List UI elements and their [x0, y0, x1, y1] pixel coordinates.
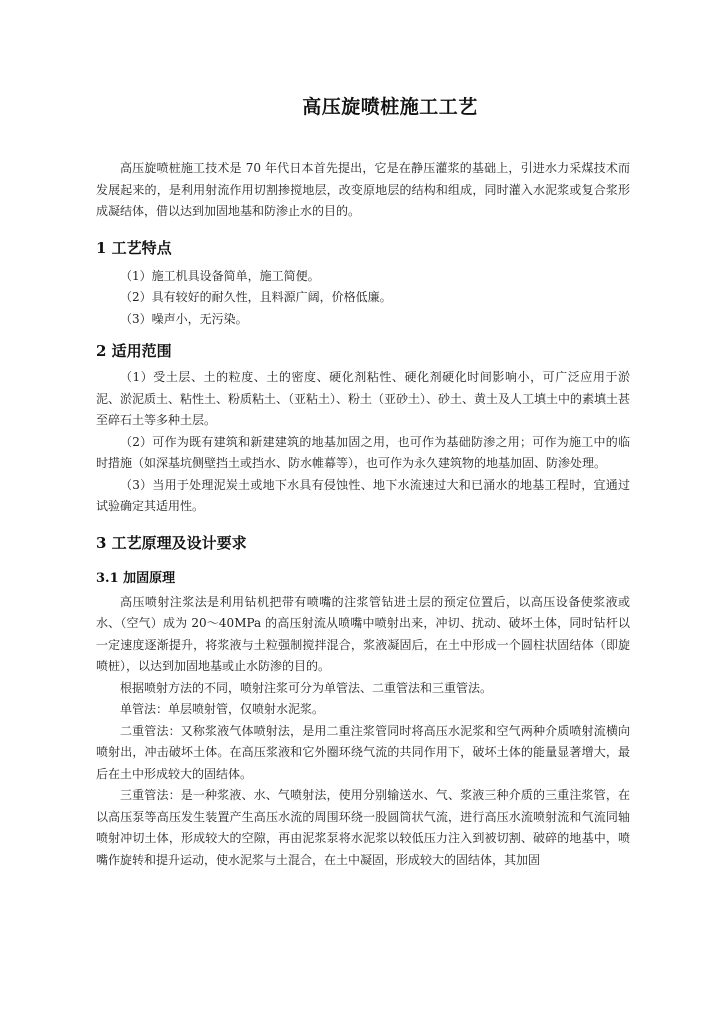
feature-item: （2）具有较好的耐久性，且料源广阔，价格低廉。: [120, 290, 392, 304]
scope-paragraph: （3）当用于处理泥炭土或地下水具有侵蚀性、地下水流速过大和已涌水的地基工程时，宜通过试验确定其适用性。: [96, 477, 630, 513]
section-3-heading: 3 工艺原理及设计要求: [96, 533, 247, 552]
principle-paragraph: 三重管法：是一种浆液、水、气喷射法，使用分别输送水、气、浆液三种介质的三重注浆管，在以高压泵等高压发生装置产生高压水流的周围环绕一股圆筒状气流，进行高压水流喷射流和气流同轴喷射冲切土体，形成较大的空隙，再由泥浆泵将水泥浆以较低压力注入到被切割、破碎的地基中，喷嘴作旋转和提升运动，使水泥浆与土混合，在土中凝固，形成较大的固结体，其加固: [96, 788, 630, 867]
section-2-heading: 2 适用范围: [96, 342, 172, 360]
principle-paragraph: 二重管法：又称浆液气体喷射法，是用二重注浆管同时将高压水泥浆和空气两种介质喷射流横向喷射出，冲击破坏土体。在高压浆液和它外圈环绕气流的共同作用下，破坏土体的能量显著增大，最后在土中形成较大的固结体。: [96, 723, 630, 781]
section-3-1-heading: 3.1 加固原理: [96, 570, 176, 586]
document-body: [96, 158, 630, 871]
scope-paragraph: （1）受土层、土的粒度、土的密度、硬化剂粘性、硬化剂硬化时间影响小，可广泛应用于淤泥、淤泥质土、粘性土、粉质粘土、（亚粘土）、粉土（亚砂土）、砂土、黄土及人工填土中的素填土甚至碎石土等多种土层。: [96, 370, 631, 427]
principle-paragraph: 单管法：单层喷射管，仅喷射水泥浆。: [120, 702, 325, 716]
intro-paragraph: 高压旋喷桩施工技术是 70 年代日本首先提出，它是在静压灌浆的基础上，引进水力采煤技术而发展起来的，是利用射流作用切割掺搅地层，改变原地层的结构和组成，同时灌入水泥浆或复合浆形成凝结体，借以达到加固地基和防渗止水的目的。: [96, 161, 630, 218]
principle-paragraph: 根据喷射方法的不同，喷射注浆可分为单管法、二重管法和三重管法。: [120, 680, 493, 695]
section-1-heading: 1 工艺特点: [96, 238, 172, 257]
document-title: 高压旋喷桩施工工艺: [302, 96, 478, 118]
principle-paragraph: 高压喷射注浆法是利用钻机把带有喷嘴的注浆管钻进土层的预定位置后，以高压设备使浆液或水、（空气）成为 20～40MPa 的高压射流从喷嘴中喷射出来，冲切、扰动、破坏土体，同时钻杆以一定速度逐渐提升，将浆液与土粒强制搅拌混合，浆液凝固后，在土中形成一个圆柱状固结体（即旋喷桩），以达到加固地基或止水防渗的目的。: [96, 594, 630, 673]
feature-item: （3）噪声小，无污染。: [120, 311, 248, 326]
scope-paragraph: （2）可作为既有建筑和新建建筑的地基加固之用，也可作为基础防渗之用；可作为施工中的临时措施（如深基坑侧壁挡土或挡水、防水帷幕等），也可作为永久建筑物的地基加固、防渗处理。: [96, 434, 630, 470]
feature-item: （1）施工机具设备简单，施工简便。: [120, 268, 320, 283]
